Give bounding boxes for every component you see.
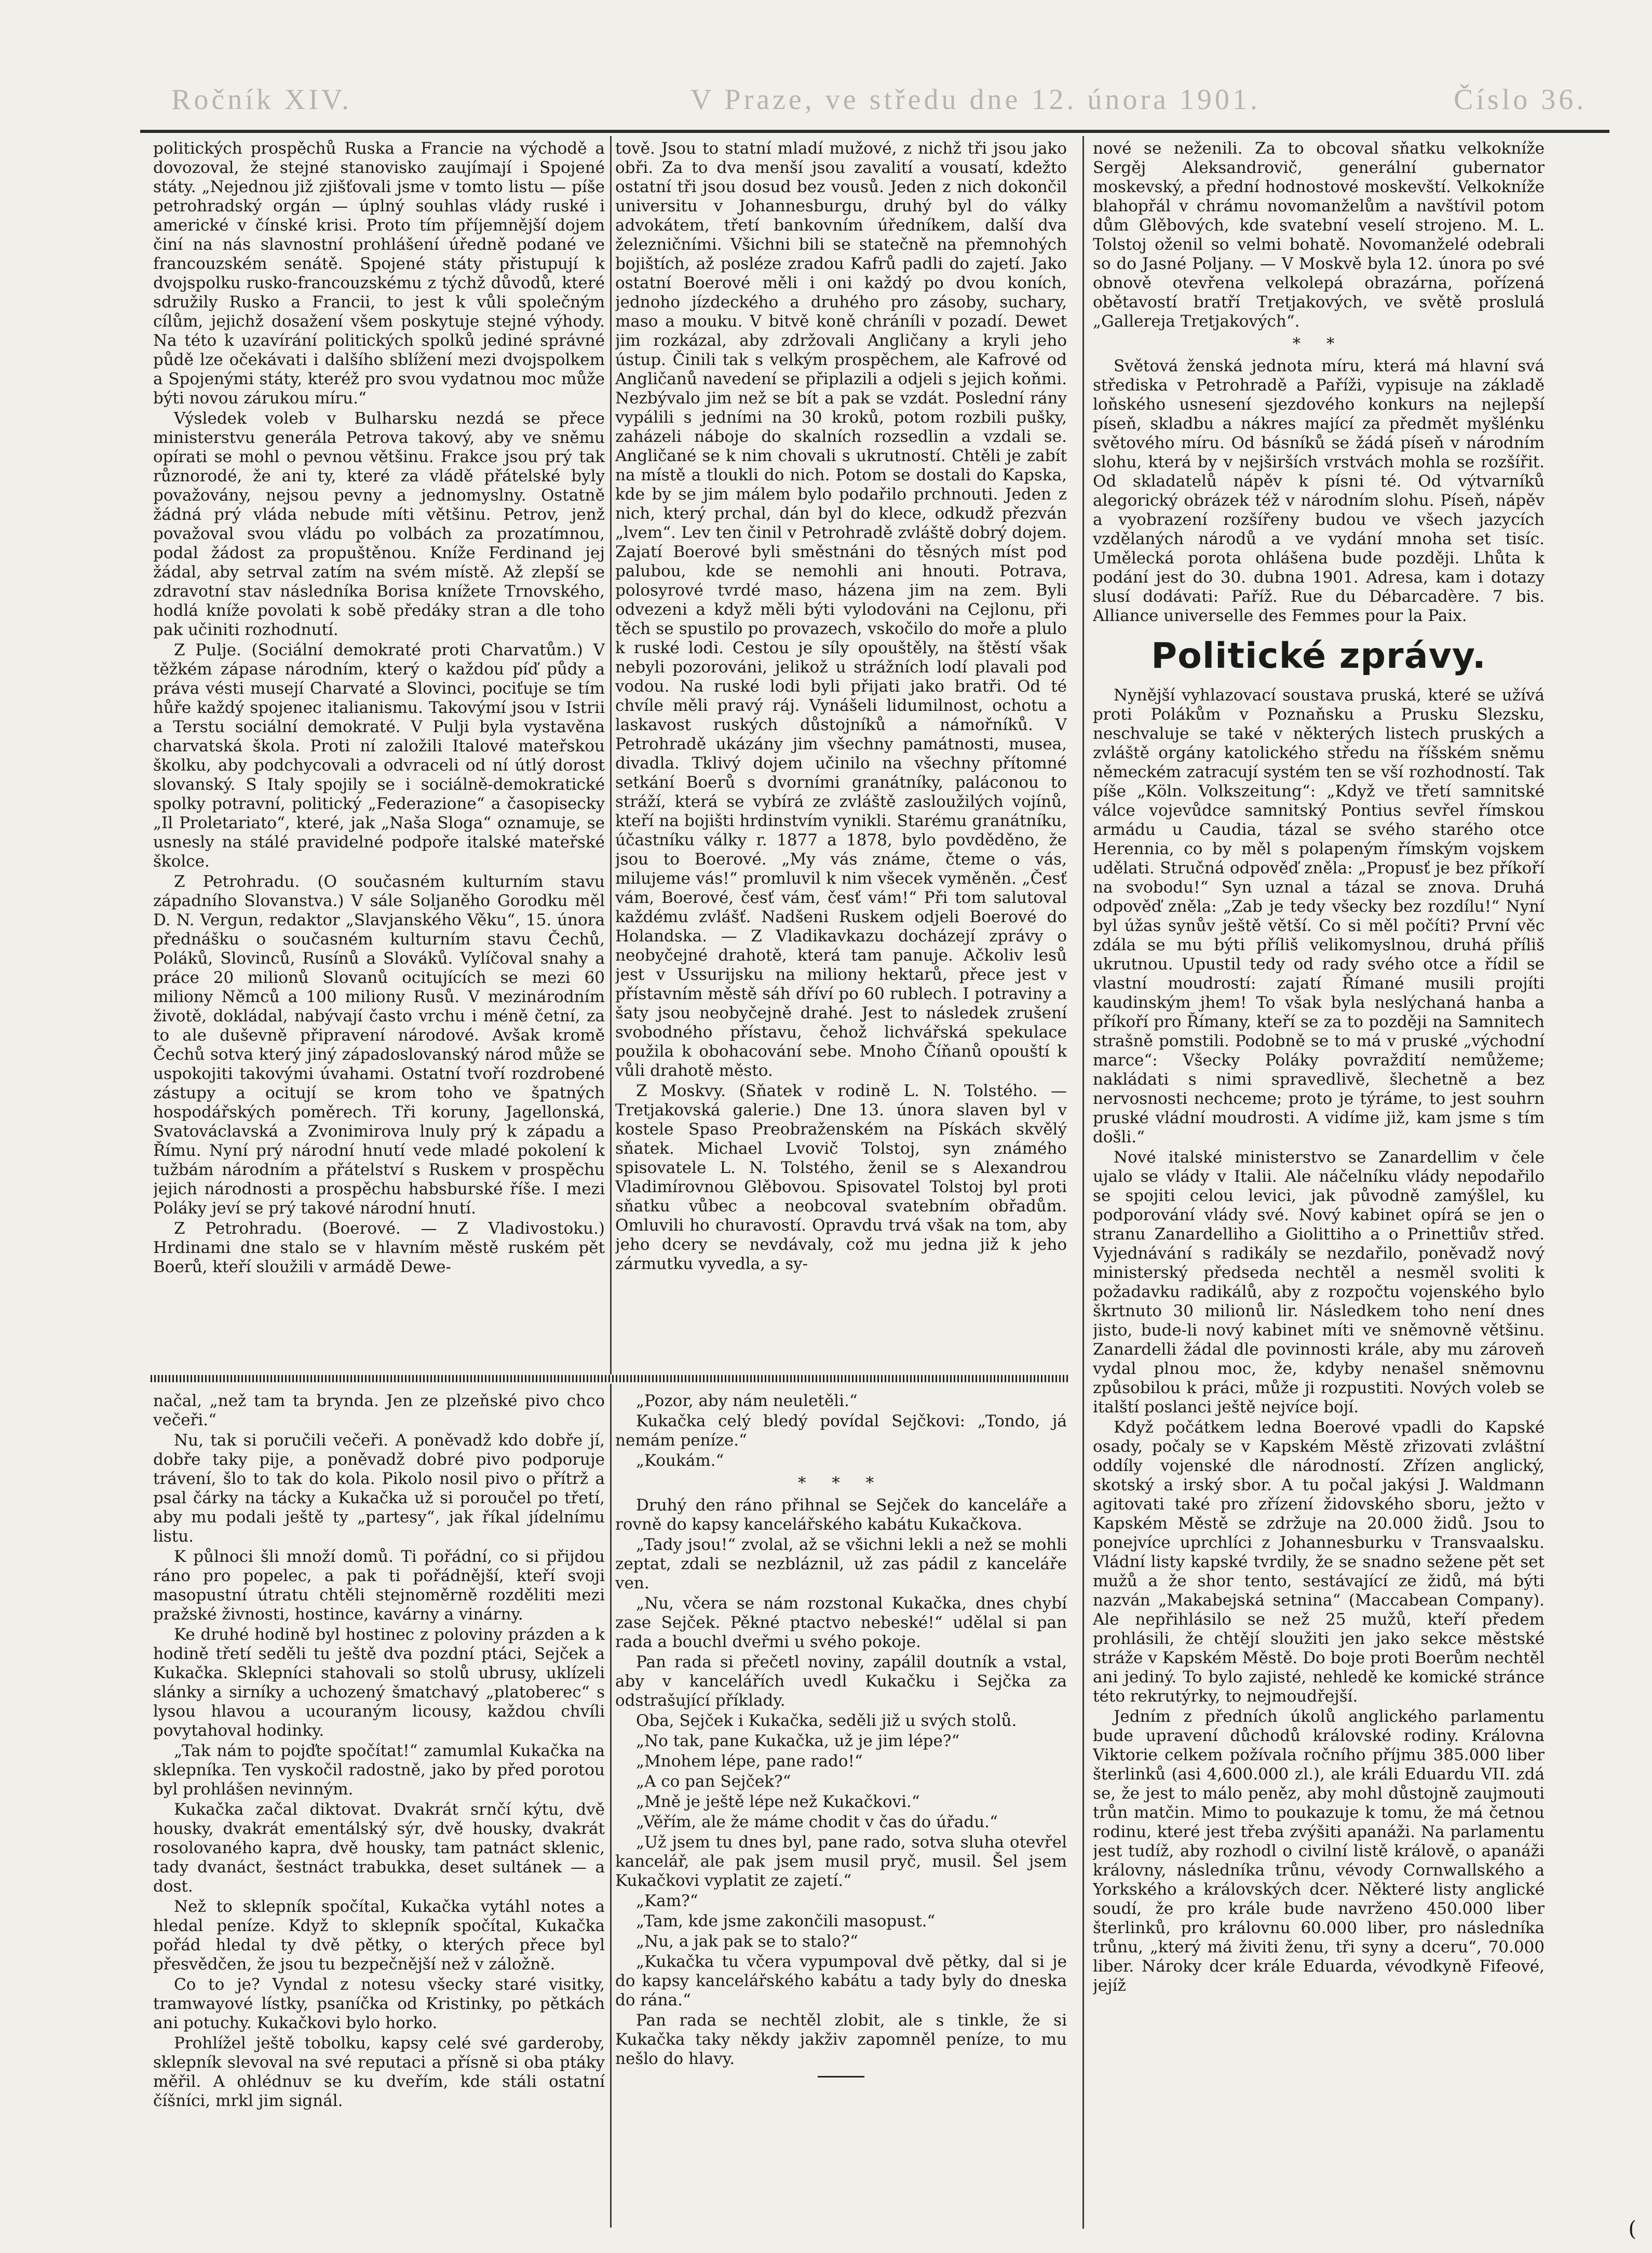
story-paragraph: Ke druhé hodině byl hostinec z poloviny prázden a k hodině třetí seděli tu ještě dva pozdní ptáci, Sejček a Kukačka. Sklepníci stahovali so stolů ubrusy, uklízeli slánky a sirníky a uchozený šmatchavý „platoberec“ s lysou hlavou a ucouraným licousy, každou chvíli povytahoval hodinky. bbox=[153, 1625, 605, 1740]
story-paragraph: Nu, tak si poručili večeři. A poněvadž kdo dobře jí, dobře taky pije, a poněvadž dobré pivo podporuje trávení, šlo to tak do kola. Pikolo nosil pivo o přítrž a psal čárky na tácky a Kukačka už si poroučel po třetí, aby mu podali ještě ty „partesy“, jak říkal jídelnímu listu. bbox=[153, 1431, 605, 1546]
news-column-3 bbox=[1093, 139, 1545, 2216]
story-paragraph: Druhý den ráno přihnal se Sejček do kanceláře a rovně do kapsy kancelářského kabátu Kukačkova. bbox=[615, 1496, 1067, 1534]
article-paragraph: Výsledek voleb v Bulharsku nezdá se přece ministerstvu generála Petrova takový, aby ve sněmu opírati se mohl o pevnou většinu. Frakce jsou prý tak různorodé, že ani ty, které za vládě přátelské byly považovány, nejsou pevny a jednomyslny. Ostatně žádná prý vláda nebude míti většinu. Petrov, jenž považoval svou vládu po volbách za prozatímnou, podal žádost za propuštěnou. Kníže Ferdinand jej žádal, aby setrval zatím na svém místě. Až zlepší se zdravotní stav následníka Borisa knížete Trnovského, hodlá kníže povolati k sobě předáky stran a dle toho pak učiniti rozhodnutí. bbox=[153, 409, 605, 639]
story-paragraph: Než to sklepník spočítal, Kukačka vytáhl notes a hledal peníze. Když to sklepník spočítal, Kukačka pořád hledal ty dvě pětky, o kterých přece byl přesvědčen, že jsou tu bezpečnější než v záložně. bbox=[153, 1897, 605, 1974]
masthead-volume: Ročník XIV. bbox=[171, 84, 353, 116]
story-paragraph: „Kukačka tu včera vypumpoval dvě pětky, dal si je do kapsy kancelářského kabátu a tady byly do dneska do rána.“ bbox=[615, 1952, 1067, 2009]
news-column-2 bbox=[615, 139, 1067, 1375]
article-paragraph: tově. Jsou to statní mladí mužové, z nichž tři jsou jako obři. Za to dva menší jsou zavalití a vousatí, kdežto ostatní tři jsou dosud bez vousů. Jeden z nich dokončil universitu v Johannesburgu, druhý byl do války advokátem, třetí bankovním úředníkem, další dva železničními. Všichni bili se statečně na přemnohých bojištích, až posléze zradou Kafrů padli do zajetí. Jako ostatní Boerové měli i oni každý po dvou koních, jednoho jízdeckého a druhého pro zásoby, suchary, maso a mouku. V bitvě koně chráníli v pozadí. Dewet jim rozkázal, aby zdržovali Angličany a kryli jeho ústup. Činili tak s velkým prospěchem, ale Kafrové od Angličanů navedení se připlazili a odjeli s jejich koňmi. Nezbývalo jim než se bít a pak se vzdát. Poslední rány vypálili s jedními na 30 kroků, potom rozbili pušky, zaházeli náboje do skalních rozsedlin a vzdali se. Angličané se k nim chovali s ukrutností. Chtěli je zabít na místě a tloukli do nich. Potom se dostali do Kapska, kde by se jim málem bylo podařilo prchnouti. Jeden z nich, který prchal, dán byl do klece, odkudž přezván „lvem“. Lev ten činil v Petrohradě zvláště dobrý dojem. Zajatí Boerové byli směstnáni do těsných míst pod palubou, kde se nemohli ani hnouti. Potrava, polosyrové tvrdé maso, házena jim na zem. Byli odvezeni a když měli býti vylodováni na Cejlonu, při těch se spustilo po provazech, vskočilo do moře a plulo k ruské lodi. Cestou je síly opouštěly, na štěstí však nebyli pozorováni, jelikož u strážních lodí plavali pod vodou. Na ruské lodi byli přijati jako bratři. Od té chvíle měli pravý ráj. Vynášeli lidumilnost, ochotu a laskavost ruských důstojníků a námořníků. V Petrohradě ukázány jim všechny památnosti, musea, divadla. Tklivý dojem učinilo na všechny přítomné setkání Boerů s dvorními granátníky, paláconou to stráží, která se vybírá ze zvláště zasloužilých vojínů, kteří na bojišti hrdinstvím vynikli. Starému granátníku, účastníku války r. 1877 a 1878, bylo povděděno, že jsou to Boerové. „My vás známe, čteme o vás, milujeme vás!“ promluvil k nim všecek vyměněn. „Česť vám, Boerové, česť vám, česť vám!“ Při tom salutoval každému zvlášť. Nadšeni Ruskem odjeli Boerové do Holandska. — Z Vladikavkazu docházejí zprávy o neobyčejné drahotě, která tam panuje. Ačkoliv lesů jest v Ussurijsku na miliony hektarů, přece jest v přístavním městě sáh dříví po 60 rublech. I potraviny a šaty jsou neobyčejně drahé. Jest to následek zrušení svobodného přístavu, čehož lichvářská spekulace použila k obohacování sebe. Mnoho Číňanů opouští k vůli drahotě město. bbox=[615, 139, 1067, 1080]
story-paragraph: „Už jsem tu dnes byl, pane rado, sotva sluha otevřel kancelář, ale pak jsem musil pryč, musil. Šel jsem Kukačkovi vyplatit ze zajetí.“ bbox=[615, 1833, 1067, 1890]
article-paragraph: Jedním z předních úkolů anglického parlamentu bude upravení důchodů královské rodiny. Královna Viktorie celkem požívala ročního příjmu 385.000 liber šterlinků (asi 4,600.000 zl.), ale králi Eduardu VII. zdá se, že jest to málo peněz, aby mohl důstojně zaujmouti trůn matčin. Mimo to poukazuje k tomu, že má četnou rodinu, které jest třeba zvýšiti apanáži. Na parlamentu jest tudíž, aby rozhodl o civilní listě králově, o apanáži královny, následníka trůnu, vévody Cornwallského a Yorkského a královských dcer. Některé listy anglické soudí, že pro krále bude navrženo 450.000 liber šterlinků, pro královnu 60.000 liber, pro následníka trůnu, „který má živiti ženu, tři syny a dceru“, 70.000 liber. Nároky dcer krále Eduarda, vévodkyně Fifeové, jejíž bbox=[1093, 1707, 1545, 1995]
story-paragraph: „Nu, včera se nám rozstonal Kukačka, dnes chybí zase Sejček. Pěkné ptactvo nebeské!“ udělal si pan rada a bouchl dveřmi u svého pokoje. bbox=[615, 1594, 1067, 1651]
story-paragraph: Oba, Sejček i Kukačka, seděli již u svých stolů. bbox=[636, 1711, 1017, 1730]
separator-stars: * * bbox=[1292, 334, 1345, 353]
story-paragraph: „Pozor, aby nám neuletěli.“ bbox=[636, 1392, 858, 1410]
feuilleton-column-1 bbox=[153, 1392, 605, 2233]
story-paragraph: „A co pan Sejček?“ bbox=[636, 1772, 791, 1791]
story-paragraph: „Mně je ještě lépe než Kukačkovi.“ bbox=[636, 1792, 920, 1811]
article-paragraph: Z Pulje. (Sociální demokraté proti Charvatům.) V těžkém zápase národním, který o každou píď půdy a práva vésti musejí Charvaté a Slovinci, pociťuje se tím hůře každý spojenec italianismu. Takovýmí jsou v Istrii a Terstu sociální demokraté. V Pulji byla vystavěna charvatská škola. Proti ní založili Italové mateřskou školku, aby podchycovali a odvraceli od ní útlý dorost slovanský. S Italy spojily se i sociálně-demokratické spolky potravní, politický „Federazione“ a časopisecky „Il Proletariato“, které, jak „Naša Sloga“ oznamuje, se usnesly na stálé pravidelné podpoře italské mateřské školce. bbox=[153, 641, 605, 871]
masthead bbox=[156, 83, 1609, 130]
story-paragraph: Kukačka celý bledý povídal Sejčkovi: „Tondo, já nemám peníze.“ bbox=[615, 1412, 1067, 1450]
story-paragraph: „Mnohem lépe, pane rado!“ bbox=[636, 1752, 863, 1771]
column-divider bbox=[610, 136, 612, 1374]
article-paragraph: Nynější vyhlazovací soustava pruská, které se užívá proti Polákům v Poznaňsku a Prusku Slezsku, neschvaluje se také v některých listech pruských a zvláště orgány katolického středu na říšském sněmu německém zatracují systém ten se vší rozhodností. Tak píše „Köln. Volkszeitung“: „Když ve třetí samnitské válce vojevůdce samnitský Pontius sevřel římskou armádu u Caudia, tázal se svého starého otce Herennia, co by měl s polapeným římským vojskem udělati. Stručná odpověď zněla: „Propusť je bez příkoří na svobodu!“ Syn uznal a tázal se znova. Druhá odpověď zněla: „Zab je tedy všecky bez rozdílu!“ Nyní byl úžas synův ještě větší. Co si měl počíti? První věc zdála se mu býti příliš velikomyslnou, druhá příliš ukrutnou. Upustil tedy od rady svého otce a řídil se vlastní moudrostí: zajatí Římané musili projíti kaudinským jhem! To však byla neslýchaná hanba a příkoří pro Římany, kteří se za to později na Samnitech strašně pomstili. Podobně se to má v pruské „východní marce“: Všecky Poláky povraždití nemůžeme; nakládati s nimi spravedlivě, šlechetně a bez nervosnosti nechceme; proto je týráme, to jest souhrn pruské vládní moudrosti. A vidíme již, kam jsme s tím došli.“ bbox=[1093, 686, 1545, 1146]
story-paragraph: „No tak, pane Kukačka, už je jim lépe?“ bbox=[636, 1732, 960, 1750]
column-divider bbox=[610, 1384, 612, 2228]
article-paragraph: nové se neženili. Za to obcoval sňatku velkokníže Sergěj Aleksandrovič, generální gubernator moskevský, a přední hodnostové moskevští. Velkokníže blahopřál v chrámu novomanželům a navštívil potom dům Glěbových, kde svatební veselí strojeno. M. L. Tolstoj oženil so velmi bohatě. Novomanželé odebrali so do Jasné Poljany. — V Moskvě byla 12. února po své obnově otevřena velkolepá obrazárna, pořízená obětavostí bratří Tretjakových, ve světě proslulá „Gallereja Tretjakových“. bbox=[1093, 139, 1545, 331]
feuilleton-divider bbox=[151, 1375, 1069, 1382]
article-paragraph: Nové italské ministerstvo se Zanardellim v čele ujalo se vlády v Italii. Ale náčelníku vlády nepodařilo se spojiti celou levici, jak původně zamýšlel, ku podporování vlády své. Nový kabinet opírá se jen o stranu Zanardelliho a Giolittiho a o Prinettiův střed. Vyjednávání s radikály se nezdařilo, poněvadž nový ministerský předseda nechtěl a nesměl svoliti k požadavku radikálů, aby z rozpočtu vojenského bylo škrtnuto 30 milionů lir. Následkem toho není dnes jisto, bude-li nový kabinet míti ve sněmovně většinu. Zanardelli žádal dle povinnosti krále, aby mu zároveň vydal plnou moc, že, kdyby nenašel sněmovnu způsobilou k práci, může ji rozpustiti. Nových voleb se italští poslanci ještě nejvíce bojí. bbox=[1093, 1148, 1545, 1416]
feuilleton-column-2 bbox=[615, 1392, 1067, 2233]
separator-stars: * * * bbox=[797, 1474, 885, 1492]
story-paragraph: K půlnoci šli množí domů. Ti pořádní, co si přijdou ráno pro popelec, a pak ti pořádnější, kteří svoji masopustní útratu chtěli stejnoměrně rozděliti mezi pražské živnosti, hostince, kavárny a vinárny. bbox=[153, 1547, 605, 1624]
header-rule bbox=[140, 130, 1609, 133]
news-column-1 bbox=[153, 139, 605, 1375]
story-paragraph: „Tam, kde jsme zakončili masopust.“ bbox=[636, 1912, 936, 1931]
story-paragraph: Pan rada si přečetl noviny, zapálil doutník a vstal, aby v kancelářích uvedl Kukačku i Sejčka za odstrašující příklady. bbox=[615, 1653, 1067, 1710]
masthead-number: Číslo 36. bbox=[1454, 84, 1587, 116]
story-paragraph: „Tak nám to pojďte spočítat!“ zamumlal Kukačka na sklepníka. Ten vyskočil radostně, jako by před porotou byl prohlášen nevinným. bbox=[153, 1742, 605, 1799]
section-title: Politické zprávy. bbox=[1151, 636, 1486, 677]
column-divider bbox=[1082, 136, 1084, 2229]
story-paragraph: Co to je? Vyndal z notesu všecky staré visitky, tramwayové lístky, psaníčka od Kristinky, po pětkách ani potuchy. Kukačkovi bylo horko. bbox=[153, 1975, 605, 2032]
masthead-date: V Praze, ve středu dne 12. února 1901. bbox=[690, 84, 1261, 116]
story-paragraph: načal, „než tam ta brynda. Jen ze plzeňské pivo chco večeři.“ bbox=[153, 1392, 605, 1429]
end-rule bbox=[818, 2076, 864, 2077]
story-paragraph: „Věřím, ale že máme chodit v čas do úřadu.“ bbox=[636, 1813, 998, 1831]
story-paragraph: „Nu, a jak pak se to stalo?“ bbox=[636, 1932, 858, 1951]
story-paragraph: Kukačka začal diktovat. Dvakrát srnčí kýtu, dvě housky, dvakrát ementálský sýr, dvě housky, dvakrát rosolovaného kapra, dvě housky, tam patnáct sklenic, tady dvanáct, šestnáct trabukka, deset sultánek — a dost. bbox=[153, 1800, 605, 1896]
story-paragraph: Pan rada se nechtěl zlobit, ale s tinkle, že si Kukačka taky někdy jakživ zapomněl peníze, to mu nešlo do hlavy. bbox=[615, 2011, 1067, 2068]
story-paragraph: „Kam?“ bbox=[636, 1892, 698, 1910]
article-paragraph: politických prospěchů Ruska a Francie na východě a dovozoval, že stejné stanovisko zaujímají i Spojené státy. „Nejednou již zjišťovali jsme v tomto listu — píše petrohradský orgán — úplný souhlas vlády ruské i americké v čínské krisi. Proto tím příjemnější dojem činí na nás slavnostní prohlášení úředně podané ve francouzském senátě. Spojené státy přistupují k dvojspolku rusko-francouzskému z týchž důvodů, které sdružily Rusko a Francii, to jest k vůli společným cílům, jejichž dosažení všem poskytuje stejné výhody. Na této k uzavírání politických spolků jediné správné půdě lze očekávati i dalšího sblížení mezi dvojspolkem a Spojenými státy, kteréž pro svou vydatnou moc může býti novou zárukou míru.“ bbox=[153, 139, 605, 408]
article-paragraph: Z Moskvy. (Sňatek v rodině L. N. Tolstého. — Tretjakovská galerie.) Dne 13. února slaven byl v kostele Spaso Preobraženském na Pískách skvělý sňatek. Michael Lvovič Tolstoj, syn známého spisovatele L. N. Tolstého, ženil se s Alexandrou Vladimírovnou Glěbovou. Spisovatel Tolstoj byl proti sňatku vůbec a neobcoval svatebním obřadům. Omluvili ho churavostí. Opravdu trvá však na tom, aby jeho dcery se nevdávaly, což mu jedna již k jeho zármutku vyvedla, a sy- bbox=[615, 1082, 1067, 1273]
story-paragraph: Prohlížel ještě tobolku, kapsy celé své garderoby, sklepník slevoval na své reputaci a přísně si oba ptáky měřil. A ohlédnuv se ku dveřím, kde stáli ostatní číšníci, mrkl jim signál. bbox=[153, 2034, 605, 2110]
story-paragraph: „Tady jsou!“ zvolal, až se všichni lekli a než se mohli zeptat, zdali se nezbláznil, už zas pádil z kanceláře ven. bbox=[615, 1535, 1067, 1593]
page-edge-mark: ( bbox=[1628, 2217, 1636, 2241]
story-paragraph: „Koukám.“ bbox=[636, 1451, 724, 1470]
article-paragraph: Z Petrohradu. (O současném kulturním stavu západního Slovanstva.) V sále Soljaněho Gorodku měl D. N. Vergun, redaktor „Slavjanského Věku“, 15. února přednášku o současném kulturním stavu Čechů, Poláků, Slovinců, Rusínů a Slováků. Vylíčoval snahy a práce 20 milionů Slovanů ocitujících se mezi 60 miliony Němců a 100 miliony Rusů. V mezinárodním životě, dokládal, nabývají často vrchu i méně četní, za to ale duševně připravení národové. Avšak kromě Čechů sotva který jiný západoslovanský národ může se uspokojiti takovými úvahami. Ostatní tvoří rozdrobené zástupy a ocitují se krom toho ve špatných hospodářských poměrech. Tři koruny, Jagellonská, Svatováclavská a Zvonimirova lnuly prý k západu a Římu. Nyní prý národní hnutí vede mladé pokolení k tužbám národním a přátelství s Ruskem v prospěchu jejich národnosti a prospěchu habsburské říše. I mezi Poláky jeví se prý takové národní hnutí. bbox=[153, 872, 605, 1218]
article-paragraph: Když počátkem ledna Boerové vpadli do Kapské osady, počaly se v Kapském Městě zřizovati zvláštní oddíly vojenské dle národností. Zřízen anglický, skotský a irský sbor. A tu počal jakýsi J. Waldmann agitovati také pro zřízení židovského sboru, ježto v Kapském Městě se zdržuje na 20.000 židů. Jsou to ponejvíce uprchlíci z Johannesburku v Transvaalsku. Vládní listy kapské tvrdily, že se snadno sežene pět set mužů a že shor tento, sestávající ze židů, má býti nazván „Makabejská setnina“ (Maccabean Company). Ale nepřihlásilo se než 25 mužů, kteří předem prohlásili, že chtějí sloužiti jen jako sekce městské stráže v Kapském Městě. Do boje proti Boerům nechtěl ani jediný. To bylo zajisté, nehledě ke komické stránce této rekrutýrky, to nejmoudřejší. bbox=[1093, 1418, 1545, 1706]
article-paragraph: Z Petrohradu. (Boerové. — Z Vladivostoku.) Hrdinami dne stalo se v hlavním městě ruském pět Boerů, kteří sloužili v armádě Dewe- bbox=[153, 1219, 605, 1276]
article-paragraph: Světová ženská jednota míru, která má hlavní svá střediska v Petrohradě a Paříži, vypisuje na základě loňského usnesení sjezdového konkurs na nejlepší píseň, skladbu a nákres mající za předmět myšlénku světového míru. Od básníků se žádá píseň v národním slohu, která by v nejširších vrstvách mohla se rozšířit. Od skladatelů nápěv k písni té. Od výtvarníků alegorický obrázek též v národním slohu. Píseň, nápěv a vyobrazení rozšířeny budou ve všech jazycích vzdělaných národů a ve vydání mnoha set tisíc. Umělecká porota ohlášena bude později. Lhůta k podání jest do 30. dubna 1901. Adresa, kam i dotazy slusí dodávati: Paříž. Rue du Débarcadère. 7 bis. Alliance universelle des Femmes pour la Paix. bbox=[1093, 357, 1545, 625]
